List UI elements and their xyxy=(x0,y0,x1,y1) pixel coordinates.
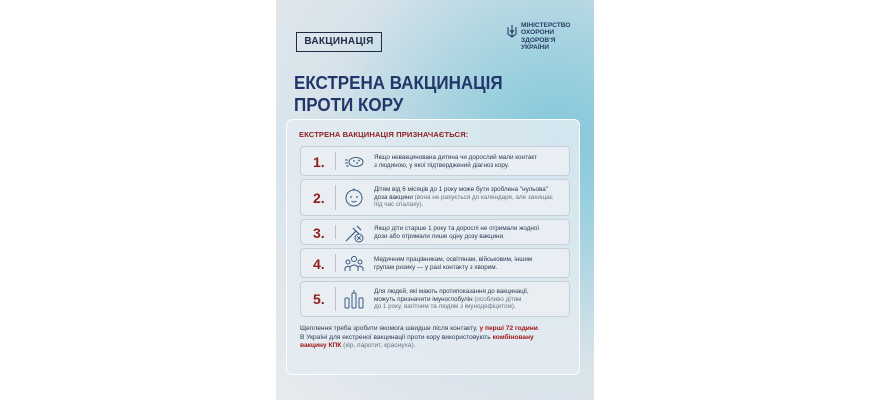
item-number: 3. xyxy=(313,225,325,241)
item-text: Для людей, які мають протипоказання до вакцинації, можуть призначити імуноглобулін (особливо дітям до 1 року, вагітним та людям з імунодефіцитом). xyxy=(374,288,529,311)
list-item xyxy=(300,219,570,245)
list-item xyxy=(300,146,570,176)
info-card xyxy=(286,119,580,375)
vaccine-vials-icon xyxy=(343,289,365,311)
item-number: 2. xyxy=(313,190,325,206)
vaccination-poster xyxy=(276,0,594,400)
item-number: 5. xyxy=(313,291,325,307)
list-item xyxy=(300,248,570,278)
page-title: ЕКСТРЕНА ВАКЦИНАЦІЯ ПРОТИ КОРУ xyxy=(294,72,503,115)
card-heading: ЕКСТРЕНА ВАКЦИНАЦІЯ ПРИЗНАЧАЄТЬСЯ: xyxy=(299,130,469,139)
baby-face-icon xyxy=(343,187,365,209)
footnote: Щеплення треба зробити якомога швидше після контакту, у перші 72 години. В Україні для екстреної вакцинації проти кору використовують комбіновану вакцину КПК (кір, паротит, краснуха). xyxy=(300,325,540,350)
list-item xyxy=(300,281,570,317)
category-badge: ВАКЦИНАЦІЯ xyxy=(296,32,382,52)
item-text: Медичним працівникам, освітянам, військовим, іншим групам ризику — у разі контакту з хворим. xyxy=(374,256,533,271)
contact-spread-icon xyxy=(343,151,365,173)
item-text: Якщо діти старше 1 року та дорослі не отримали жодної дози або отримали лише одну дозу вакцини. xyxy=(374,225,540,240)
trident-icon xyxy=(507,24,517,39)
list-item xyxy=(300,179,570,216)
ministry-name: МІНІСТЕРСТВО ОХОРОНИ ЗДОРОВ'Я УКРАЇНИ xyxy=(521,22,571,52)
syringe-x-icon xyxy=(343,222,365,244)
item-number: 4. xyxy=(313,256,325,272)
ministry-logo xyxy=(507,22,591,52)
item-number: 1. xyxy=(313,154,325,170)
item-text: Дітям від 6 місяців до 1 року може бути зроблена "нульова" доза вакцини (вона не рахується до календаря, але захищає під час спалаху). xyxy=(374,186,553,209)
people-group-icon xyxy=(343,253,365,275)
item-text: Якщо невакцинована дитина чи дорослий мали контакт з людиною, у якої підтверджений діагноз кору. xyxy=(374,154,538,169)
